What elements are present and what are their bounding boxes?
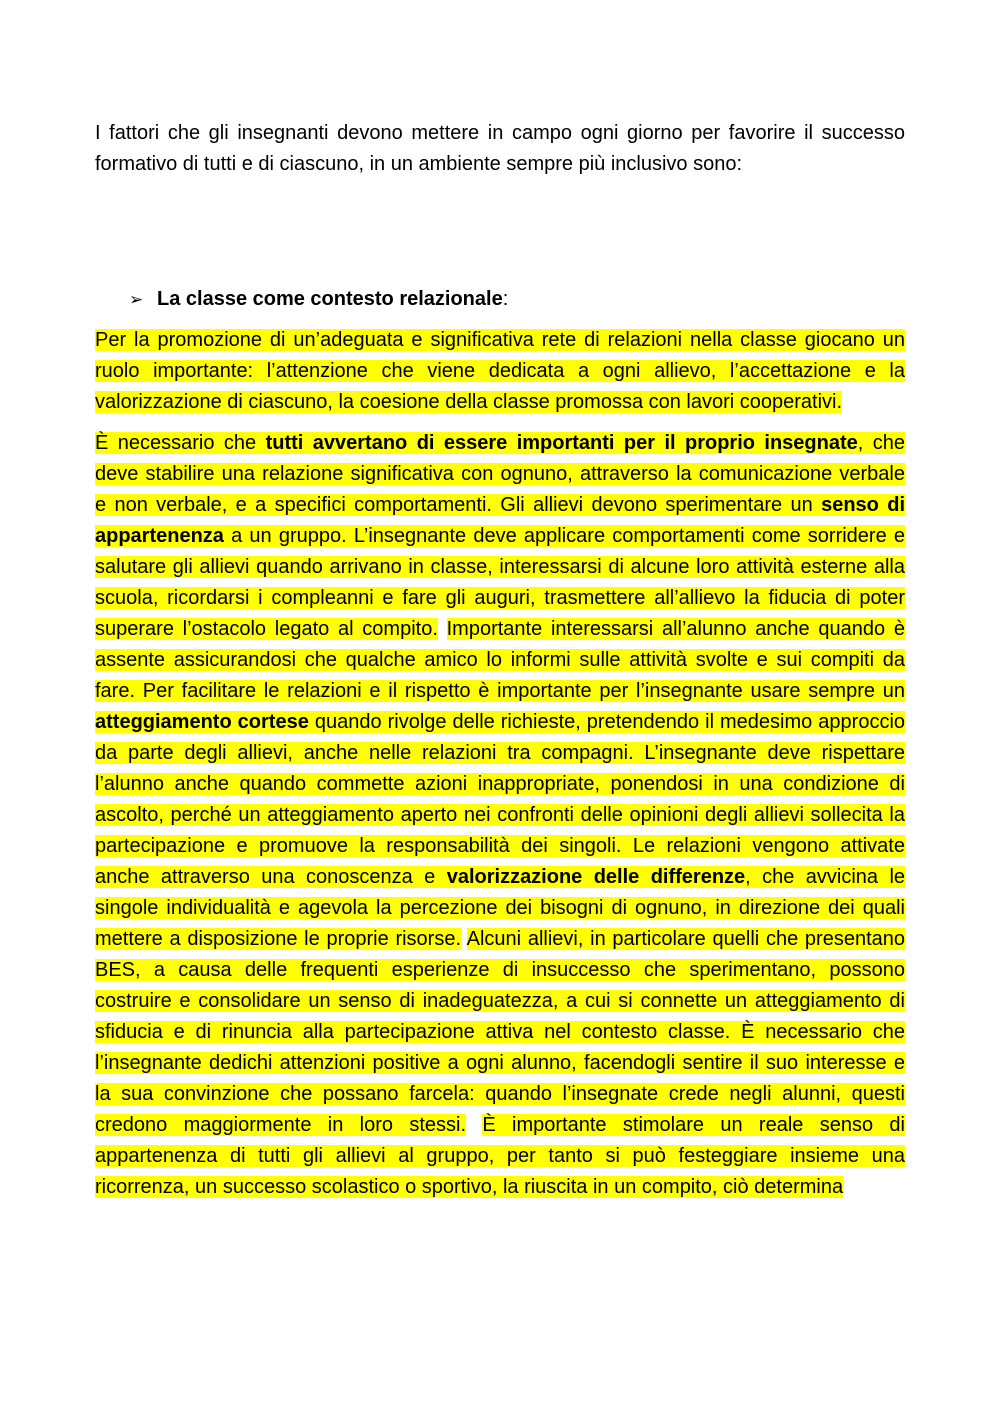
bold-run: valorizzazione delle differenze — [446, 866, 746, 888]
text-run: Importante interessarsi all’alunno anche quando è assente assicurandosi che qualche amico lo informi sulle attività svolte e sui compiti da fare. Per facilitare le relazioni e il rispetto è importante per l’insegnante usare sempre un — [95, 618, 906, 702]
document-page — [95, 118, 905, 1203]
paragraph-relations — [95, 325, 905, 418]
bold-run: tutti avvertano di essere importanti per il proprio insegnate — [265, 432, 858, 454]
bold-run: senso di appartenenza — [95, 494, 906, 547]
highlighted-text: Per la promozione di un’adeguata e significativa rete di relazioni nella classe giocano un ruolo importante: l’attenzione che viene dedicata a ogni allievo, l’accettazione e la valorizzazione di ciascuno, la coesione della classe promossa con lavori cooperativi. — [95, 329, 905, 413]
section-title: La classe come contesto relazionale — [157, 288, 503, 310]
highlighted-text: È importante stimolare un reale senso di appartenenza di tutti gli allievi al gruppo, per tanto si può festeggiare insieme una ricorrenza, un successo scolastico o sportivo, la riuscita in un compito, ciò determina — [95, 1114, 905, 1198]
text-run: quando rivolge delle richieste, pretendendo il medesimo approccio da parte degli allievi, anche nelle relazioni tra compagni. L’insegnante deve rispettare l’alunno anche quando commette azioni inappropriate, ponendosi in una condizione di ascolto, perché un atteggiamento aperto nei confronti delle opinioni degli allievi sollecita la partecipazione e promuove la responsabilità dei singoli. Le relazioni vengono attivate anche attraverso una conoscenza e — [95, 711, 906, 888]
text-run: , che avvicina le singole individualità e agevola la percezione dei bisogni di ognuno, in direzione dei quali mettere a disposizione le proprie risorse. — [95, 866, 906, 950]
paragraph-belonging — [95, 428, 905, 1203]
intro-paragraph: I fattori che gli insegnanti devono mettere in campo ogni giorno per favorire il successo formativo di tutti e di ciascuno, in un ambiente sempre più inclusivo sono: — [95, 122, 905, 175]
text-run: , che deve stabilire una relazione significativa con ognuno, attraverso la comunicazione verbale e non verbale, e a specifici comportamenti. Gli allievi devono sperimentare un — [95, 432, 906, 516]
section-title-colon: : — [502, 288, 509, 310]
highlighted-text — [95, 432, 905, 640]
text-run: a un gruppo. L’insegnante deve applicare comportamenti come sorridere e salutare gli allievi quando arrivano in classe, interessarsi di alcune loro attività esterne alla scuola, ricordarsi i compleanni e fare gli auguri, trasmettere all’allievo la fiducia di poter superare l’ostacolo legato al compito. — [95, 525, 905, 640]
text-run: È necessario che — [95, 432, 266, 454]
arrow-bullet-icon: ➢ — [129, 290, 144, 309]
section-heading — [95, 284, 905, 315]
highlighted-text — [95, 618, 905, 950]
highlighted-text: Alcuni allievi, in particolare quelli che presentano BES, a causa delle frequenti esperienze di insuccesso che sperimentano, possono costruire e consolidare un senso di inadeguatezza, a cui si connette un atteggiamento di sfiducia e di rinuncia alla partecipazione attiva nel contesto classe. È necessario che l’insegnante dedichi attenzioni positive a ogni alunno, facendogli sentire il suo interesse e la sua convinzione che possano farcela: quando l’insegnate crede negli alunni, questi credono maggiormente in loro stessi. — [95, 928, 906, 1136]
bold-run: atteggiamento cortese — [95, 711, 309, 733]
